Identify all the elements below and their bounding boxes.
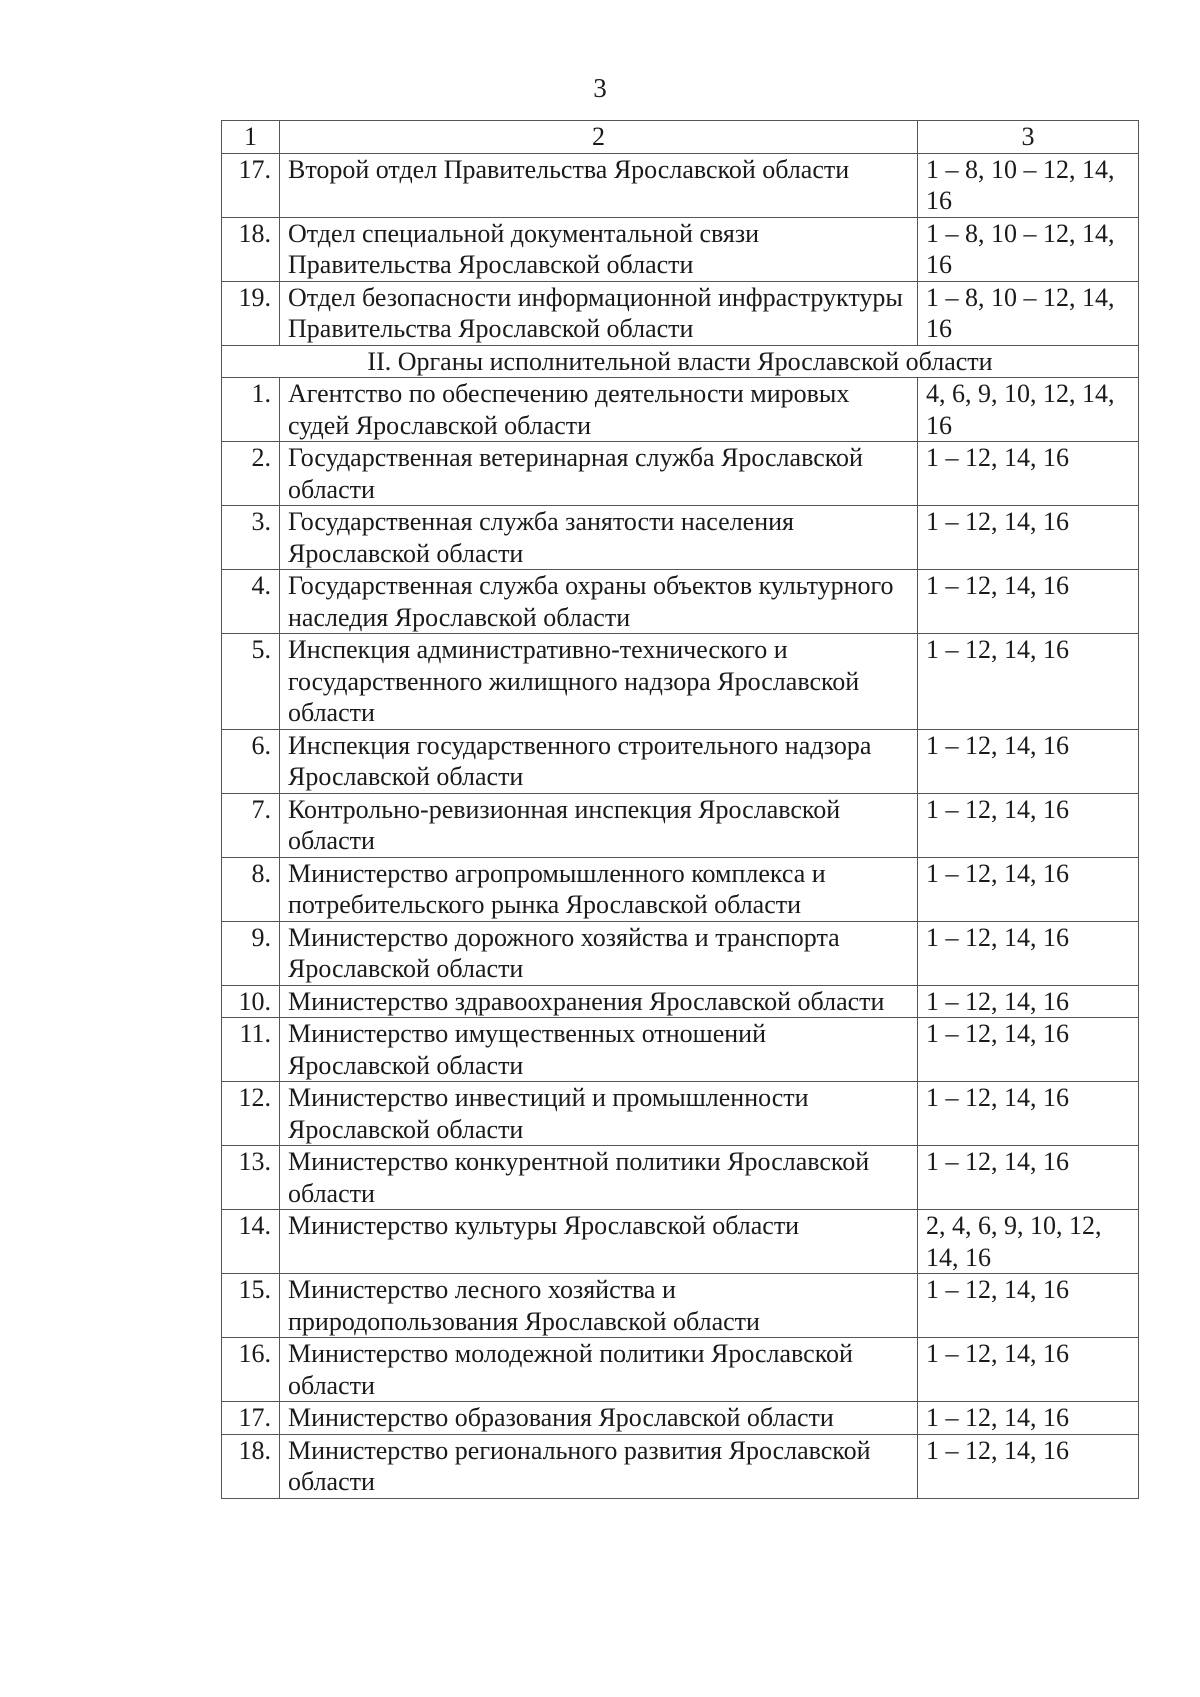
row-number: 7. — [222, 793, 280, 857]
organization-name: Второй отдел Правительства Ярославской области — [280, 153, 918, 217]
row-number: 5. — [222, 634, 280, 730]
table-row — [222, 857, 1139, 921]
organization-name: Инспекция административно-технического и государственного жилищного надзора Ярославской области — [280, 634, 918, 730]
column-header-organization: 2 — [280, 121, 918, 154]
row-number: 3. — [222, 506, 280, 570]
row-number: 17. — [222, 153, 280, 217]
row-number: 1. — [222, 378, 280, 442]
table-row — [222, 793, 1139, 857]
table-row — [222, 1274, 1139, 1338]
table-body — [222, 121, 1139, 1499]
column-header-number: 1 — [222, 121, 280, 154]
row-codes: 1 – 12, 14, 16 — [918, 1082, 1139, 1146]
row-number: 19. — [222, 281, 280, 345]
row-number: 15. — [222, 1274, 280, 1338]
row-codes: 1 – 12, 14, 16 — [918, 1338, 1139, 1402]
section-heading-row — [222, 345, 1139, 378]
organization-name: Министерство лесного хозяйства и природопользования Ярославской области — [280, 1274, 918, 1338]
row-number: 4. — [222, 570, 280, 634]
organization-name: Государственная ветеринарная служба Ярославской области — [280, 442, 918, 506]
organization-name: Инспекция государственного строительного надзора Ярославской области — [280, 729, 918, 793]
row-codes: 1 – 8, 10 – 12, 14, 16 — [918, 281, 1139, 345]
row-number: 2. — [222, 442, 280, 506]
row-codes: 1 – 8, 10 – 12, 14, 16 — [918, 153, 1139, 217]
row-number: 16. — [222, 1338, 280, 1402]
row-number: 14. — [222, 1210, 280, 1274]
row-number: 18. — [222, 217, 280, 281]
organization-name: Отдел безопасности информационной инфраструктуры Правительства Ярославской области — [280, 281, 918, 345]
organization-name: Агентство по обеспечению деятельности мировых судей Ярославской области — [280, 378, 918, 442]
row-number: 10. — [222, 985, 280, 1018]
document-table — [221, 120, 1139, 1499]
organization-name: Министерство имущественных отношений Ярославской области — [280, 1018, 918, 1082]
row-number: 8. — [222, 857, 280, 921]
row-codes: 1 – 12, 14, 16 — [918, 1018, 1139, 1082]
organization-name: Отдел специальной документальной связи Правительства Ярославской области — [280, 217, 918, 281]
organization-name: Министерство молодежной политики Ярославской области — [280, 1338, 918, 1402]
table-row — [222, 153, 1139, 217]
row-number: 11. — [222, 1018, 280, 1082]
table-row — [222, 442, 1139, 506]
row-codes: 2, 4, 6, 9, 10, 12, 14, 16 — [918, 1210, 1139, 1274]
row-codes: 1 – 12, 14, 16 — [918, 442, 1139, 506]
row-number: 6. — [222, 729, 280, 793]
table-row — [222, 1210, 1139, 1274]
table-row — [222, 1082, 1139, 1146]
organization-name: Государственная служба занятости населения Ярославской области — [280, 506, 918, 570]
row-codes: 1 – 12, 14, 16 — [918, 1434, 1139, 1498]
row-number: 9. — [222, 921, 280, 985]
table-row — [222, 1402, 1139, 1435]
row-number: 17. — [222, 1402, 280, 1435]
row-codes: 1 – 12, 14, 16 — [918, 921, 1139, 985]
organization-name: Министерство инвестиций и промышленности Ярославской области — [280, 1082, 918, 1146]
table-row — [222, 985, 1139, 1018]
organization-name: Министерство агропромышленного комплекса и потребительского рынка Ярославской области — [280, 857, 918, 921]
table-row — [222, 217, 1139, 281]
column-header-codes: 3 — [918, 121, 1139, 154]
row-number: 18. — [222, 1434, 280, 1498]
table-row — [222, 506, 1139, 570]
organization-name: Государственная служба охраны объектов культурного наследия Ярославской области — [280, 570, 918, 634]
table-row — [222, 1338, 1139, 1402]
row-codes: 1 – 12, 14, 16 — [918, 1402, 1139, 1435]
table-header-row — [222, 121, 1139, 154]
table-row — [222, 1018, 1139, 1082]
row-codes: 1 – 12, 14, 16 — [918, 729, 1139, 793]
row-number: 13. — [222, 1146, 280, 1210]
row-codes: 1 – 12, 14, 16 — [918, 857, 1139, 921]
organization-name: Министерство культуры Ярославской области — [280, 1210, 918, 1274]
section-title: II. Органы исполнительной власти Ярославской области — [222, 345, 1139, 378]
organization-name: Министерство регионального развития Ярославской области — [280, 1434, 918, 1498]
row-number: 12. — [222, 1082, 280, 1146]
page-number: 3 — [593, 73, 607, 103]
organization-name: Министерство дорожного хозяйства и транспорта Ярославской области — [280, 921, 918, 985]
organization-name: Министерство здравоохранения Ярославской области — [280, 985, 918, 1018]
row-codes: 1 – 12, 14, 16 — [918, 1146, 1139, 1210]
row-codes: 4, 6, 9, 10, 12, 14, 16 — [918, 378, 1139, 442]
organization-name: Министерство конкурентной политики Ярославской области — [280, 1146, 918, 1210]
table-row — [222, 921, 1139, 985]
organization-name: Министерство образования Ярославской области — [280, 1402, 918, 1435]
table-row — [222, 570, 1139, 634]
row-codes: 1 – 12, 14, 16 — [918, 985, 1139, 1018]
table-row — [222, 378, 1139, 442]
table-row — [222, 1434, 1139, 1498]
row-codes: 1 – 12, 14, 16 — [918, 1274, 1139, 1338]
table-row — [222, 281, 1139, 345]
row-codes: 1 – 8, 10 – 12, 14, 16 — [918, 217, 1139, 281]
organization-name: Контрольно-ревизионная инспекция Ярославской области — [280, 793, 918, 857]
table-row — [222, 729, 1139, 793]
row-codes: 1 – 12, 14, 16 — [918, 506, 1139, 570]
row-codes: 1 – 12, 14, 16 — [918, 570, 1139, 634]
table-row — [222, 1146, 1139, 1210]
row-codes: 1 – 12, 14, 16 — [918, 634, 1139, 730]
row-codes: 1 – 12, 14, 16 — [918, 793, 1139, 857]
table-row — [222, 634, 1139, 730]
